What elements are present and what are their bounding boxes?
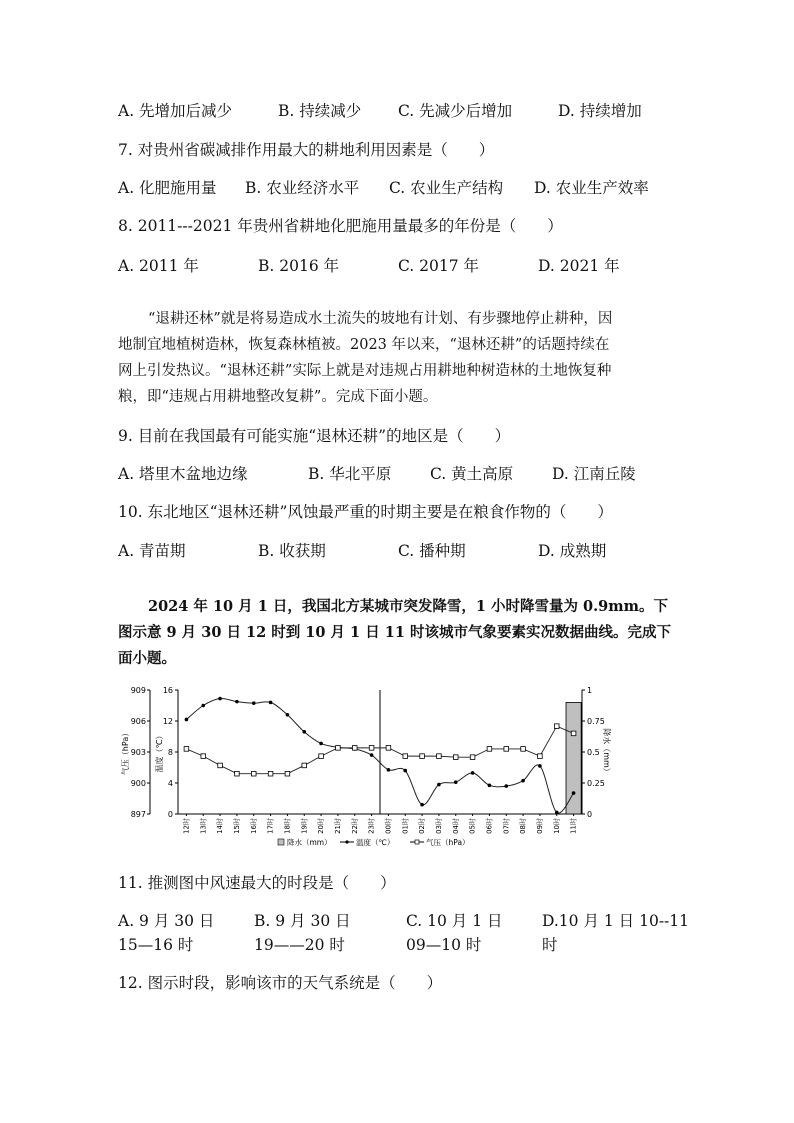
temperature-point <box>454 780 458 784</box>
legend-precipitation-swatch <box>278 839 284 845</box>
q9-option-b: B. 华北平原 <box>308 465 392 483</box>
pressure-point <box>302 763 307 768</box>
x-tick-label: 06时 <box>485 818 494 834</box>
q6-option-b: B. 持续减少 <box>278 102 362 120</box>
pressure-point <box>420 754 425 759</box>
temperature-point <box>185 718 189 722</box>
x-tick-label: 10时 <box>552 818 561 834</box>
x-tick-label: 20时 <box>317 818 326 834</box>
pressure-point <box>285 771 290 776</box>
q9-option-a: A. 塔里木盆地边缘 <box>118 465 248 483</box>
q7-option-b: B. 农业经济水平 <box>245 179 360 197</box>
temperature-point <box>437 783 441 787</box>
passage1-line-3: 网上引发热议。“退林还耕”实际上就是对违规占用耕地种树造林的土地恢复种 <box>118 363 612 379</box>
temperature-point <box>370 753 374 757</box>
temperature-point <box>286 713 290 717</box>
precipitation-tick-label: 1 <box>587 686 593 695</box>
x-tick-label: 12时 <box>182 818 191 834</box>
temperature-point <box>504 784 508 788</box>
x-tick-label: 15时 <box>232 818 241 834</box>
pressure-point <box>319 754 324 759</box>
temperature-point <box>555 811 559 815</box>
x-tick-label: 18时 <box>283 818 292 834</box>
x-tick-label: 14时 <box>216 818 225 834</box>
pressure-point <box>554 724 559 729</box>
temperature-point <box>319 742 323 746</box>
temperature-point <box>235 700 239 704</box>
q11-stem: 11. 推测图中风速最大的时段是（ ） <box>118 874 396 892</box>
precipitation-axis-label: 降水（mm） <box>602 728 611 776</box>
pressure-point <box>487 747 492 752</box>
q6-option-a: A. 先增加后减少 <box>118 102 233 120</box>
pressure-point <box>268 771 273 776</box>
q9-option-d: D. 江南丘陵 <box>552 465 636 483</box>
temperature-point <box>201 704 205 708</box>
q8-stem: 8. 2011---2021 年贵州省耕地化肥施用量最多的年份是（ ） <box>118 217 563 235</box>
pressure-tick-label: 906 <box>130 717 146 726</box>
q10-option-c: C. 播种期 <box>398 542 466 560</box>
pressure-point <box>235 771 240 776</box>
pressure-point <box>470 755 475 760</box>
pressure-tick-label: 900 <box>130 779 146 788</box>
temperature-point <box>538 764 542 768</box>
precipitation-tick-label: 0.75 <box>587 717 605 726</box>
pressure-point <box>386 746 391 751</box>
x-tick-label: 16时 <box>249 818 258 834</box>
temperature-tick-label: 16 <box>162 686 173 695</box>
temperature-point <box>252 701 256 705</box>
q7-option-d: D. 农业生产效率 <box>534 179 649 197</box>
pressure-point <box>504 747 509 752</box>
x-tick-label: 19时 <box>300 818 309 834</box>
passage-tuigeng <box>118 306 678 410</box>
legend-temperature-label: 温度（℃） <box>356 838 395 847</box>
q11-option-d: D.10 月 1 日 10--11 时 <box>542 912 690 954</box>
precipitation-bar <box>566 702 581 814</box>
passage2-line-2: 图示意 9 月 30 日 12 时到 10 月 1 日 11 时该城市气象要素实况数据曲线。完成下 <box>118 624 671 641</box>
x-tick-label: 00时 <box>384 818 393 834</box>
pressure-point <box>218 763 223 768</box>
pressure-point <box>184 747 189 752</box>
temperature-point <box>471 771 475 775</box>
pressure-tick-label: 903 <box>130 748 146 757</box>
passage-snowfall <box>118 594 678 672</box>
pressure-point <box>571 731 576 736</box>
q9-stem: 9. 目前在我国最有可能实施“退林还耕”的地区是（ ） <box>118 427 511 445</box>
precipitation-tick-label: 0.25 <box>587 779 605 788</box>
passage1-line-4: 粮，即“违规占用耕地整改复耕”。完成下面小题。 <box>118 389 438 405</box>
x-tick-label: 23时 <box>367 818 376 834</box>
passage2-line-1: 2024 年 10 月 1 日，我国北方某城市突发降雪，1 小时降雪量为 0.9mm。下 <box>148 598 668 615</box>
x-tick-label: 02时 <box>418 818 427 834</box>
x-tick-label: 05时 <box>468 818 477 834</box>
q11-option-a: A. 9 月 30 日 15—16 时 <box>118 912 215 954</box>
x-tick-label: 13时 <box>199 818 208 834</box>
q8-option-b: B. 2016 年 <box>258 257 340 275</box>
x-tick-label: 04时 <box>451 818 460 834</box>
chart-legend <box>278 837 470 847</box>
pressure-point <box>403 754 408 759</box>
temperature-point <box>218 697 222 701</box>
q8-option-c: C. 2017 年 <box>398 257 480 275</box>
pressure-point <box>538 754 543 759</box>
q6-option-d: D. 持续增加 <box>558 102 642 120</box>
pressure-point <box>521 747 526 752</box>
q11-option-c: C. 10 月 1 日 09—10 时 <box>406 912 503 954</box>
q7-stem: 7. 对贵州省碳减排作用最大的耕地利用因素是（ ） <box>118 141 495 159</box>
x-tick-label: 17时 <box>266 818 275 834</box>
q10-option-a: A. 青苗期 <box>118 542 186 560</box>
x-tick-label: 07时 <box>502 818 511 834</box>
pressure-axis-label: 气压（hPa） <box>121 728 130 776</box>
q8-option-a: A. 2011 年 <box>118 257 199 275</box>
x-tick-label: 22时 <box>350 818 359 834</box>
legend-precipitation-label: 降水（mm） <box>287 838 332 847</box>
temperature-point <box>387 768 391 772</box>
q11-option-b: B. 9 月 30 日 19——20 时 <box>254 912 351 954</box>
q11-options <box>118 909 690 959</box>
passage2-line-3: 面小题。 <box>118 650 176 667</box>
temperature-point <box>488 784 492 788</box>
pressure-point <box>336 746 341 751</box>
chart-ticks <box>120 686 612 834</box>
q12-stem: 12. 图示时段，影响该市的天气系统是（ ） <box>118 974 443 992</box>
x-tick-label: 09时 <box>535 818 544 834</box>
q7-option-a: A. 化肥施用量 <box>118 179 217 197</box>
pressure-point <box>352 746 357 751</box>
passage1-line-1: “退耕还林”就是将易造成水土流失的坡地有计划、有步骤地停止耕种，因 <box>148 311 613 327</box>
q10-stem: 10. 东北地区“退林还耕”风蚀最严重的时期主要是在粮食作物的（ ） <box>118 503 613 521</box>
x-tick-label: 08时 <box>519 818 528 834</box>
temperature-point <box>269 701 273 705</box>
precipitation-tick-label: 0.5 <box>587 748 600 757</box>
passage1-line-2: 地制宜地植树造林，恢复森林植被。2023 年以来，“退林还耕”的话题持续在 <box>118 337 610 353</box>
x-tick-label: 11时 <box>569 818 578 834</box>
precipitation-bars <box>566 702 581 814</box>
q6-option-c: C. 先减少后增加 <box>398 102 513 120</box>
temperature-axis-label: 温度（℃） <box>155 731 164 773</box>
pressure-point <box>201 754 206 759</box>
q8-option-d: D. 2021 年 <box>538 257 620 275</box>
pressure-tick-label: 897 <box>130 810 146 819</box>
x-tick-label: 21时 <box>333 818 342 834</box>
pressure-point <box>251 771 256 776</box>
precipitation-tick-label: 0 <box>587 810 593 819</box>
pressure-tick-label: 909 <box>130 686 146 695</box>
q9-option-c: C. 黄土高原 <box>430 465 514 483</box>
temperature-tick-label: 0 <box>167 810 173 819</box>
temperature-tick-label: 8 <box>167 748 173 757</box>
pressure-point <box>453 755 458 760</box>
temperature-point <box>403 769 407 773</box>
temperature-point <box>420 803 424 807</box>
q7-option-c: C. 农业生产结构 <box>389 179 504 197</box>
legend-pressure-label: 气压（hPa） <box>426 838 470 847</box>
temperature-tick-label: 4 <box>167 779 173 788</box>
temperature-point <box>302 730 306 734</box>
q10-option-b: B. 收获期 <box>258 542 326 560</box>
legend-pressure-marker <box>415 840 419 844</box>
x-tick-label: 01时 <box>401 818 410 834</box>
pressure-point <box>437 754 442 759</box>
weather-chart <box>118 684 611 854</box>
x-tick-label: 03时 <box>434 818 443 834</box>
q10-option-d: D. 成熟期 <box>538 542 607 560</box>
temperature-point <box>572 791 576 795</box>
pressure-point <box>369 746 374 751</box>
legend-temperature-marker <box>345 840 348 843</box>
temperature-point <box>521 779 525 783</box>
temperature-tick-label: 12 <box>162 717 173 726</box>
